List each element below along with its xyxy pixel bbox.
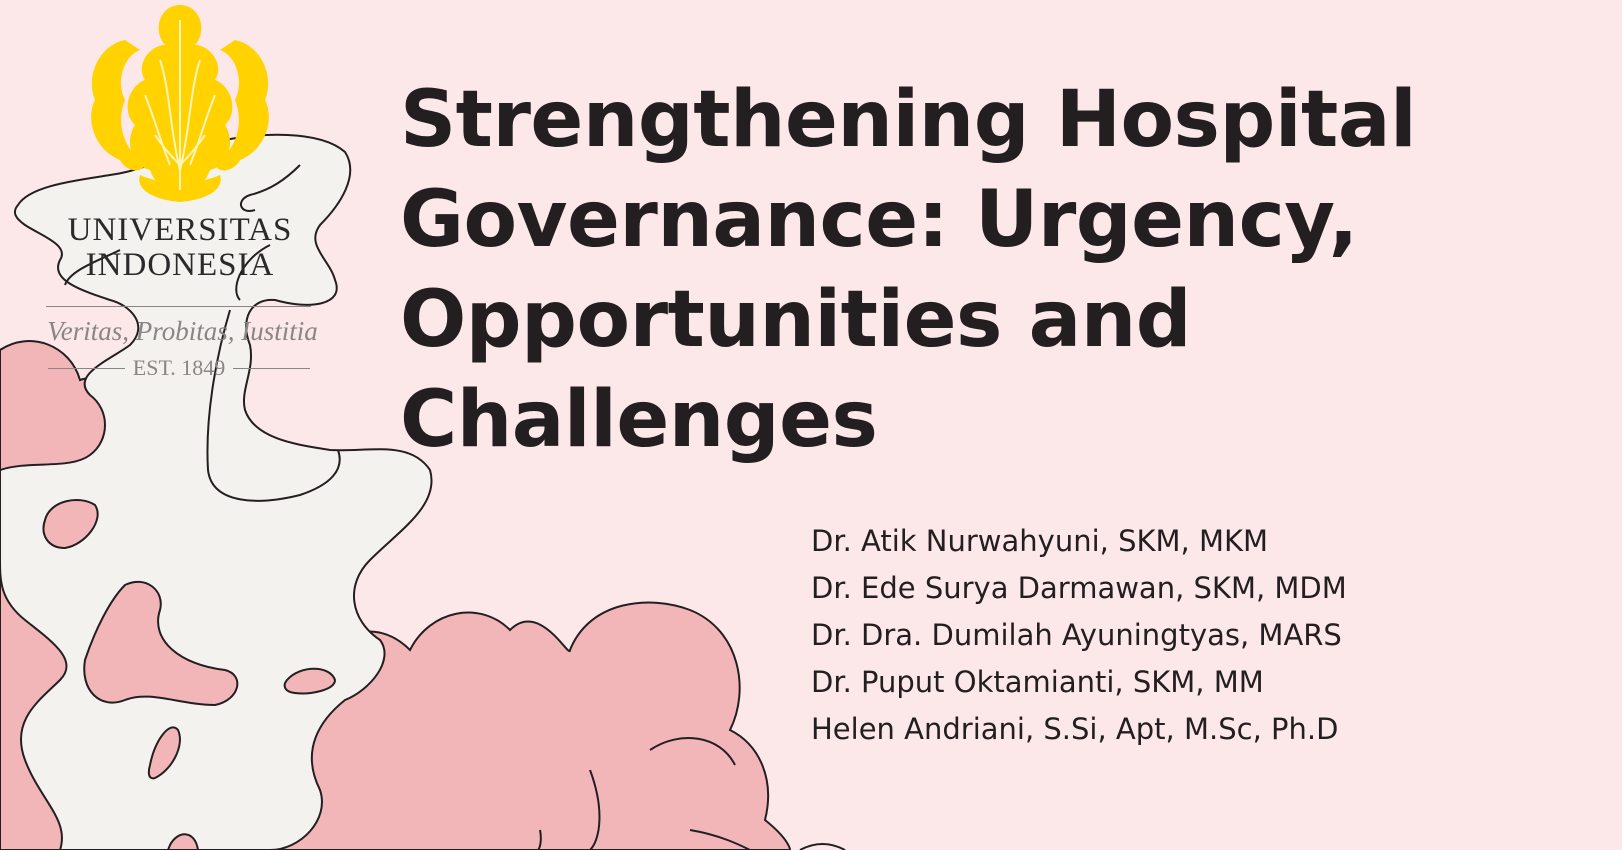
logo-divider — [46, 306, 311, 307]
slide-title-line: Governance: Urgency, — [400, 175, 1358, 265]
logo-est-dash-right — [233, 368, 310, 369]
author-name: Helen Andriani, S.Si, Apt, M.Sc, Ph.D — [811, 712, 1339, 746]
author-name: Dr. Ede Surya Darmawan, SKM, MDM — [811, 571, 1347, 605]
logo-motto: Veritas, Probitas, Iustitia — [47, 316, 318, 346]
slide-title-line: Opportunities and — [400, 275, 1192, 365]
cloud-inner-line-4 — [800, 844, 845, 850]
slide-title-line: Strengthening Hospital — [400, 75, 1417, 165]
logo-est-dash-left — [48, 368, 125, 369]
author-name: Dr. Dra. Dumilah Ayuningtyas, MARS — [811, 618, 1342, 652]
logo-established — [48, 357, 310, 379]
logo-est-text: EST. 1849 — [132, 355, 226, 380]
author-list — [811, 518, 1347, 753]
slide-title-line: Challenges — [400, 375, 878, 465]
slide-title — [400, 70, 1500, 470]
logo-name-line2: INDONESIA — [85, 247, 275, 283]
author-name: Dr. Atik Nurwahyuni, SKM, MKM — [811, 524, 1269, 558]
author-name: Dr. Puput Oktamianti, SKM, MM — [811, 665, 1264, 699]
logo-name-line1: UNIVERSITAS — [67, 212, 293, 248]
